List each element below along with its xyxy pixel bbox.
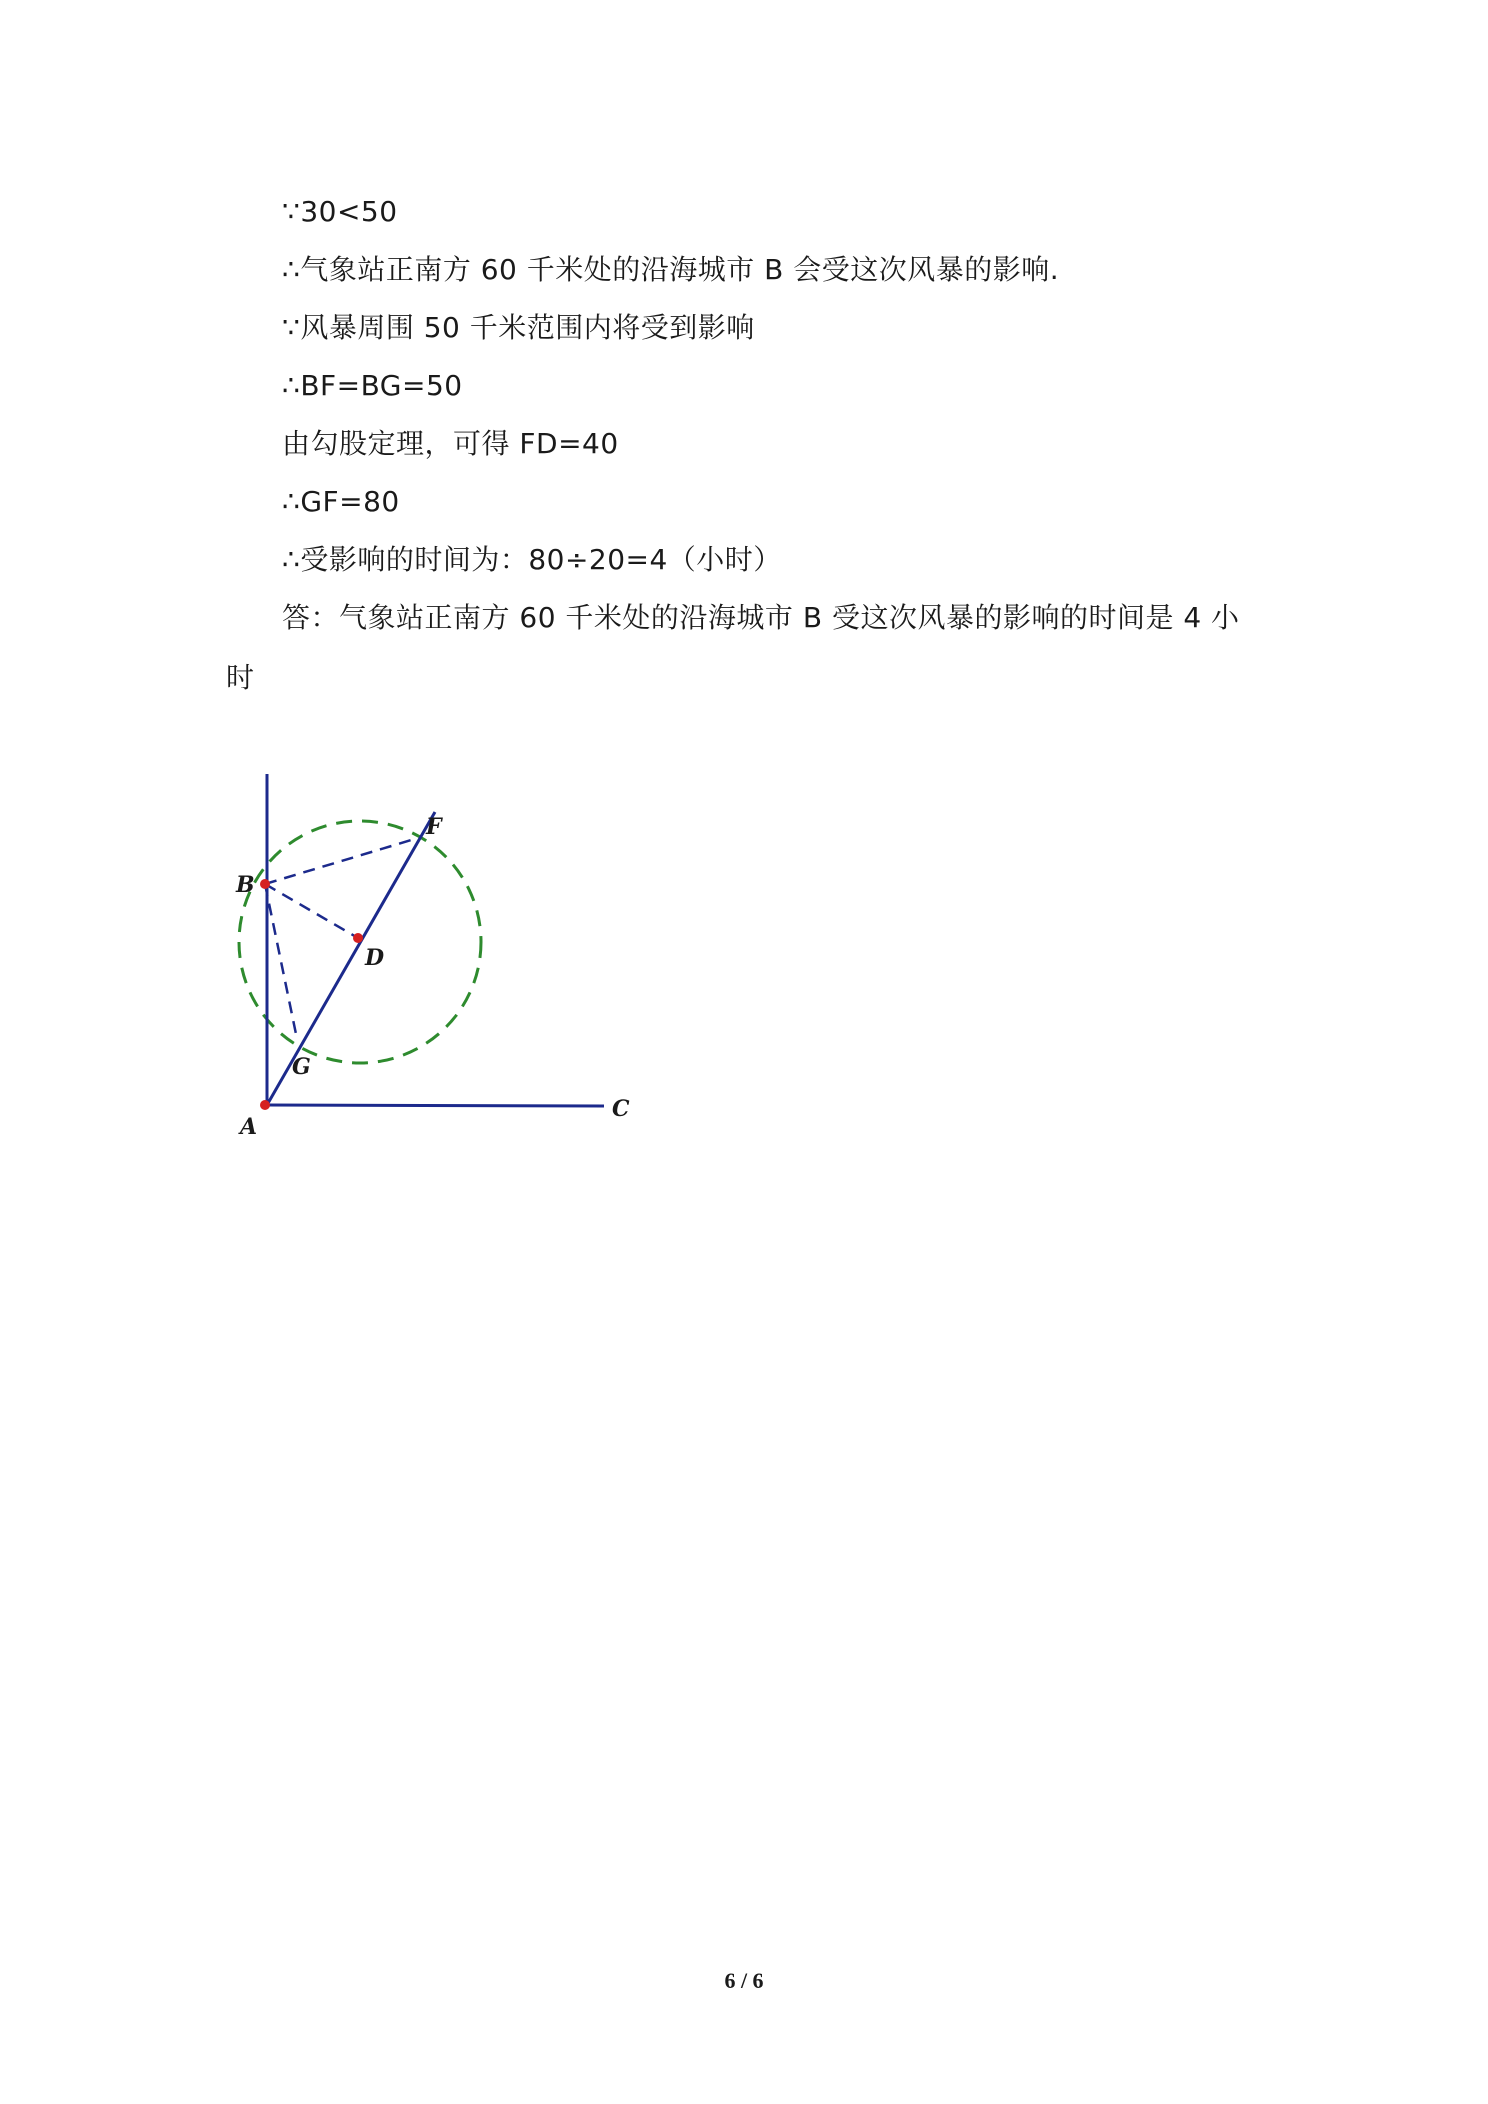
label-D: D [365, 945, 385, 971]
point-D [353, 933, 363, 943]
point-B [260, 879, 270, 889]
text-line-6: ∴GF=80 [282, 485, 400, 518]
text-line-7: ∴受影响的时间为：80÷20=4（小时） [282, 543, 782, 576]
label-B: B [236, 872, 255, 898]
label-C: C [612, 1096, 630, 1122]
point-A [260, 1100, 270, 1110]
segment-BG [265, 884, 296, 1034]
page-number: 6 / 6 [724, 1968, 764, 1993]
answer-line-continued: 时 [226, 661, 255, 694]
answer-line: 答：气象站正南方 60 千米处的沿海城市 B 受这次风暴的影响的时间是 4 小 [282, 601, 1240, 634]
label-F: F [426, 814, 442, 840]
label-G: G [292, 1054, 311, 1080]
text-line-2: ∴气象站正南方 60 千米处的沿海城市 B 会受这次风暴的影响. [282, 253, 1060, 286]
text-line-1: ∵30<50 [282, 195, 398, 228]
geometry-figure [222, 772, 642, 1144]
geometry-diagram [222, 772, 642, 1144]
text-line-4: ∴BF=BG=50 [282, 369, 463, 402]
segment-BD [265, 884, 358, 938]
label-A: A [240, 1114, 258, 1140]
text-line-5: 由勾股定理，可得 FD=40 [282, 427, 619, 460]
segment-BF [265, 838, 418, 884]
text-line-3: ∵风暴周围 50 千米范围内将受到影响 [282, 311, 755, 344]
line-AC [267, 1105, 604, 1106]
